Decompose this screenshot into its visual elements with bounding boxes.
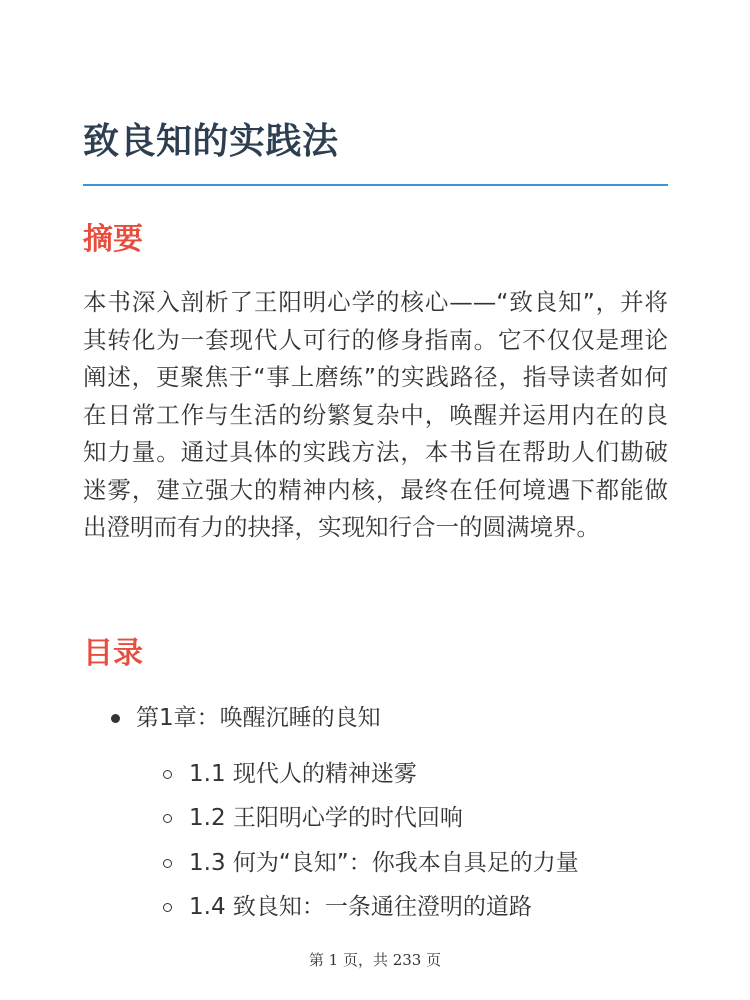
toc-section-label: 1.1 现代人的精神迷雾 bbox=[189, 761, 417, 787]
toc-section-1-1[interactable] bbox=[163, 756, 417, 792]
hollow-bullet-icon bbox=[163, 814, 172, 823]
toc-section-1-3[interactable] bbox=[163, 845, 579, 881]
toc-section-label: 1.4 致良知：一条通往澄明的道路 bbox=[189, 894, 532, 920]
hollow-bullet-icon bbox=[163, 859, 172, 868]
abstract-paragraph: 本书深入剖析了王阳明心学的核心——“致良知”，并将其转化为一套现代人可行的修身指南。它不仅仅是理论阐述，更聚焦于“事上磨练”的实践路径，指导读者如何在日常工作与生活的纷繁复杂中，唤醒并运用内在的良知力量。通过具体的实践方法，本书旨在帮助人们勘破迷雾，建立强大的精神内核，最终在任何境遇下都能做出澄明而有力的抉择，实现知行合一的圆满境界。 bbox=[83, 288, 668, 541]
toc-section-label: 1.3 何为“良知”：你我本自具足的力量 bbox=[189, 850, 579, 876]
document-title: 致良知的实践法 bbox=[83, 121, 339, 162]
toc-chapter-1[interactable] bbox=[111, 700, 381, 736]
document-page bbox=[83, 0, 668, 1000]
toc-chapter-1-label: 第1章：唤醒沉睡的良知 bbox=[136, 705, 381, 731]
hollow-bullet-icon bbox=[163, 770, 172, 779]
toc-section-1-2[interactable] bbox=[163, 800, 463, 836]
toc-section-label: 1.2 王阳明心学的时代回响 bbox=[189, 805, 463, 831]
abstract-heading: 摘要 bbox=[83, 222, 143, 257]
title-divider bbox=[83, 184, 668, 186]
filled-bullet-icon bbox=[111, 714, 120, 723]
page-number: 第 1 页，共 233 页 bbox=[308, 951, 442, 969]
toc-section-1-4[interactable] bbox=[163, 889, 532, 925]
toc-heading: 目录 bbox=[83, 636, 143, 671]
hollow-bullet-icon bbox=[163, 903, 172, 912]
